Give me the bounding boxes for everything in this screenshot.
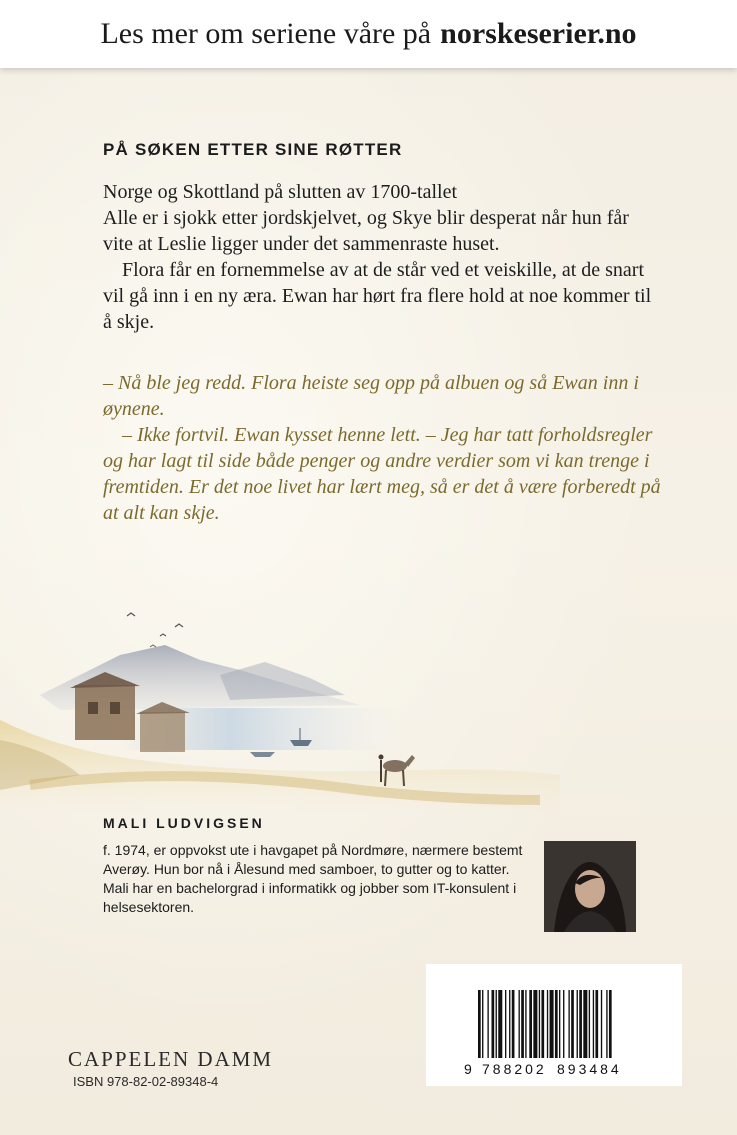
blurb-text — [103, 179, 663, 335]
author-photo — [544, 841, 636, 932]
barcode-digits-group: 788202 — [482, 1061, 547, 1077]
series-banner — [0, 0, 737, 68]
author-bio-text: f. 1974, er oppvokst ute i havgapet på Nordmøre, nærmere bestemt Averøy. Hun bor nå i Ålesund med samboer, to gutter og to katter. Mali har en bachelorgrad i informatikk og jobber som IT-konsulent i helsesektoren. — [103, 842, 523, 915]
blurb-setting: Norge og Skottland på slutten av 1700-tallet — [103, 181, 458, 203]
blurb-heading: PÅ SØKEN ETTER SINE RØTTER — [103, 140, 403, 159]
barcode-first-digit: 9 — [464, 1061, 472, 1077]
barcode-digits-group: 893484 — [557, 1061, 622, 1077]
author-name: MALI LUDVIGSEN — [103, 815, 265, 831]
isbn-number: ISBN 978-82-02-89348-4 — [73, 1074, 219, 1089]
banner-text: Les mer om seriene våre på — [100, 17, 432, 50]
publisher-logo: CAPPELEN DAMM — [68, 1047, 274, 1071]
blurb-quote — [103, 370, 663, 526]
quote-line: – Ikke fortvil. Ewan kysset henne lett. – Jeg har tatt forholdsregler og har lagt til side både penger og andre verdier som vi kan trenge i fremtiden. Er det noe livet har lært meg, så er det å være forberedt på at alt kan skje. — [103, 424, 661, 524]
website-link[interactable]: norskeserier.no — [440, 17, 637, 50]
barcode-digits — [426, 1061, 682, 1079]
barcode — [426, 964, 682, 1086]
author-bio — [103, 841, 535, 917]
barcode-bars — [426, 964, 682, 1064]
blurb-paragraph: Flora får en fornemmelse av at de står ved et veiskille, at de snart vil gå inn i en ny æra. Ewan har hørt fra flere hold at noe kommer til å skje. — [103, 259, 652, 333]
quote-line: – Nå ble jeg redd. Flora heiste seg opp på albuen og så Ewan inn i øynene. — [103, 372, 639, 420]
landscape-illustration — [0, 600, 560, 815]
blurb-paragraph: Alle er i sjokk etter jordskjelvet, og Skye blir desperat når hun får vite at Leslie ligger under det sammenraste huset. — [103, 207, 629, 255]
